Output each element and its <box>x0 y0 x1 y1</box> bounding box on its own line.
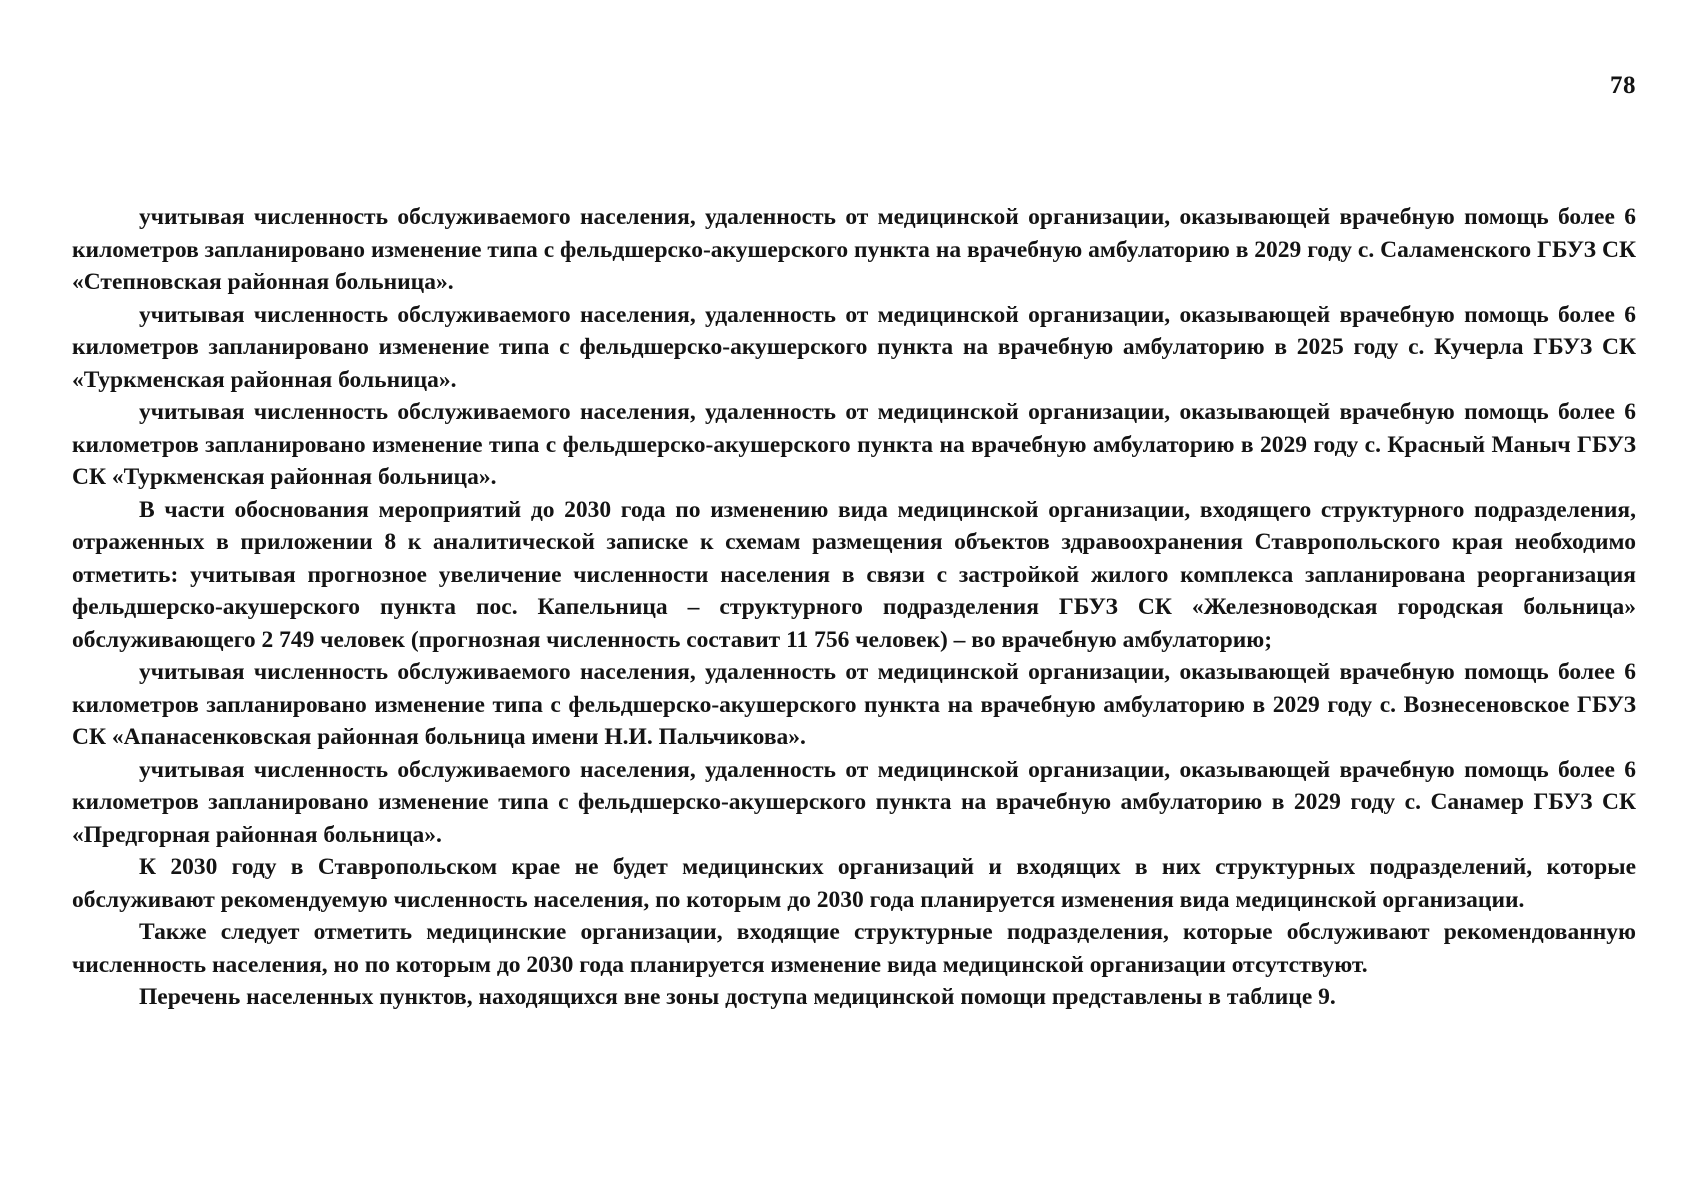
paragraph: учитывая численность обслуживаемого населения, удаленность от медицинской организации, оказывающей врачебную помощь более 6 километров запланировано изменение типа с фельдшерско-акушерского пункта на врачебную амбулаторию в 2029 году с. Красный Маныч ГБУЗ СК «Туркменская районная больница». <box>72 399 1636 490</box>
paragraph: К 2030 году в Ставропольском крае не будет медицинских организаций и входящих в них структурных подразделений, которые обслуживают рекомендуемую численность населения, по которым до 2030 года планируется изменения вида медицинской организации. <box>72 854 1636 913</box>
page-number: 78 <box>1610 72 1636 99</box>
paragraph: Также следует отметить медицинские организации, входящие структурные подразделения, которые обслуживают рекомендованную численность населения, но по которым до 2030 года планируется изменение вида медицинской организации отсутствуют. <box>72 919 1636 978</box>
paragraph: В части обоснования мероприятий до 2030 года по изменению вида медицинской организации, входящего структурного подразделения, отраженных в приложении 8 к аналитической записке к схемам размещения объектов здравоохранения Ставропольского края необходимо отметить: учитывая прогнозное увеличение численности населения в связи с застройкой жилого комплекса запланирована реорганизация фельдшерско-акушерского пункта пос. Капельница – структурного подразделения ГБУЗ СК «Железноводская городская больница» обслуживающего 2 749 человек (прогнозная численность составит 11 756 человек) – во врачебную амбулаторию; <box>72 496 1636 653</box>
paragraph: учитывая численность обслуживаемого населения, удаленность от медицинской организации, оказывающей врачебную помощь более 6 километров запланировано изменение типа с фельдшерско-акушерского пункта на врачебную амбулаторию в 2029 году с. Вознесеновское ГБУЗ СК «Апанасенковская районная больница имени Н.И. Пальчикова». <box>72 659 1636 750</box>
paragraph: учитывая численность обслуживаемого населения, удаленность от медицинской организации, оказывающей врачебную помощь более 6 километров запланировано изменение типа с фельдшерско-акушерского пункта на врачебную амбулаторию в 2029 году с. Саламенского ГБУЗ СК «Степновская районная больница». <box>72 204 1636 295</box>
paragraph: Перечень населенных пунктов, находящихся вне зоны доступа медицинской помощи представлены в таблице 9. <box>139 984 1336 1010</box>
paragraph: учитывая численность обслуживаемого населения, удаленность от медицинской организации, оказывающей врачебную помощь более 6 километров запланировано изменение типа с фельдшерско-акушерского пункта на врачебную амбулаторию в 2025 году с. Кучерла ГБУЗ СК «Туркменская районная больница». <box>72 301 1636 393</box>
body-text <box>72 201 1636 1014</box>
paragraph: учитывая численность обслуживаемого населения, удаленность от медицинской организации, оказывающей врачебную помощь более 6 километров запланировано изменение типа с фельдшерско-акушерского пункта на врачебную амбулаторию в 2029 году с. Санамер ГБУЗ СК «Предгорная районная больница». <box>72 756 1636 848</box>
